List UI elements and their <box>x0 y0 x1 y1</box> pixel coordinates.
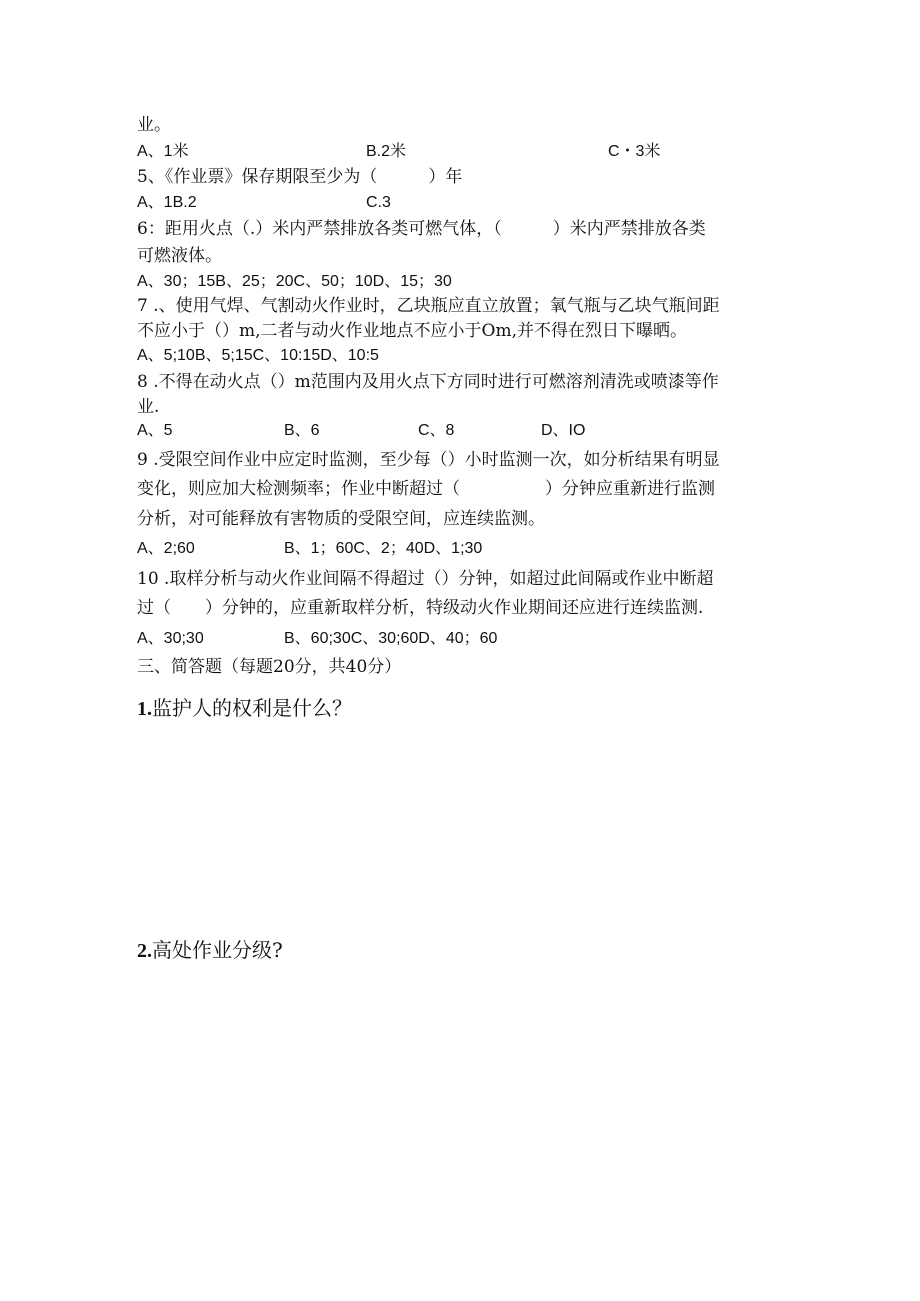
short-answer-q1 <box>137 696 352 721</box>
q8-option-b: B、6 <box>284 422 320 439</box>
q5-option-c: C.3 <box>366 194 391 211</box>
q10-line1: 10 .取样分析与动火作业间隔不得超过（）分钟，如超过此间隔或作业中断超 <box>137 569 714 589</box>
q7-line2: 不应小于（）m,二者与动火作业地点不应小于Om,并不得在烈日下曝晒。 <box>137 321 687 341</box>
short-answer-q2-number: 2. <box>137 940 152 962</box>
q4-option-b: B.2米 <box>366 143 407 160</box>
short-answer-q1-number: 1. <box>137 698 152 720</box>
q8-line1: 8 .不得在动火点（）m范围内及用火点下方同时进行可燃溶剂清洗或喷漆等作 <box>137 372 719 392</box>
q4-option-c: C・3米 <box>608 143 661 160</box>
q8-line2: 业. <box>137 397 160 417</box>
short-answer-q2-text: 高处作业分级? <box>152 938 283 962</box>
q5-text: 5、《作业票》保存期限至少为（ ）年 <box>137 167 463 187</box>
q7-options: A、5;10B、5;15C、10:15D、10:5 <box>137 347 379 364</box>
q8-option-d: D、IO <box>541 422 586 439</box>
q8-option-c: C、8 <box>418 422 455 439</box>
q9-option-a: A、2;60 <box>137 540 195 557</box>
q4-option-a: A、1米 <box>137 143 189 160</box>
q10-line2: 过（ ）分钟的，应重新取样分析，特级动火作业期间还应进行连续监测. <box>137 598 704 618</box>
short-answer-q2 <box>137 938 283 963</box>
q8-option-a: A、5 <box>137 422 173 439</box>
q6-line2: 可燃液体。 <box>137 246 222 266</box>
q9-options-bcd: B、1；60C、2；40D、1;30 <box>284 540 483 557</box>
q6-options: A、30；15B、25；20C、50；10D、15；30 <box>137 273 452 290</box>
q5-options-ab: A、1B.2 <box>137 194 197 211</box>
q9-line2: 变化，则应加大检测频率；作业中断超过（ ）分钟应重新进行监测 <box>137 479 715 499</box>
q9-line1: 9 .受限空间作业中应定时监测，至少每（）小时监测一次，如分析结果有明显 <box>137 450 720 470</box>
q10-option-a: A、30;30 <box>137 630 204 647</box>
q7-line1: 7 .、使用气焊、气割动火作业时，乙块瓶应直立放置；氧气瓶与乙块气瓶间距 <box>137 296 720 316</box>
q9-line3: 分析，对可能释放有害物质的受限空间，应连续监测。 <box>137 509 545 529</box>
q6-line1: 6：距用火点（.）米内严禁排放各类可燃气体，（ ）米内严禁排放各类 <box>137 219 706 239</box>
q10-options-bcd: B、60;30C、30;60D、40；60 <box>284 630 498 647</box>
short-answer-q1-text: 监护人的权利是什么？ <box>152 696 352 720</box>
section3-title: 三、简答题（每题20分，共40分） <box>137 657 402 677</box>
q4-tail: 业。 <box>137 115 171 135</box>
